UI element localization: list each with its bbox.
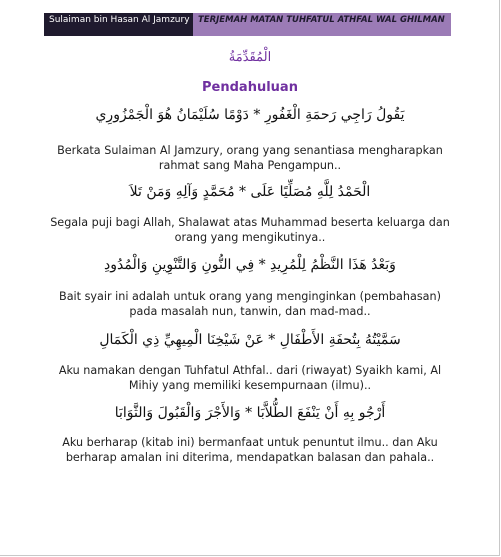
arabic-chapter-title: الْمُقَدِّمَةُ (228, 50, 272, 65)
verse-arabic-3: وَبَعْدُ هَذَا النَّظْمُ لِلْمُرِيدِ * فِي النُّونِ وَالتَّنْوِينِ وَالْمُدُودِ (104, 257, 396, 273)
page-header (44, 13, 451, 36)
verse-translation-5: Aku berharap (kitab ini) bermanfaat untuk penuntut ilmu.. dan Aku berharap amalan ini diterima, mendapatkan balasan dan pahala.. (62, 436, 438, 464)
verse-arabic-1: يَقُولُ رَاجِي رَحمَةِ الْغَفُورِ * دَوْمًا سُلَيْمَانُ هُوَ الْجَمْزُورِي (95, 107, 405, 123)
header-book-title: TERJEMAH MATAN TUHFATUL ATHFAL WAL GHILMAN (193, 13, 451, 36)
verse-translation-1: Berkata Sulaiman Al Jamzury, orang yang senantiasa mengharapkan rahmat sang Maha Pengampun.. (57, 144, 443, 172)
verse-translation-3: Bait syair ini adalah untuk orang yang menginginkan (pembahasan) pada masalah nun, tanwin, dan mad-mad.. (59, 290, 441, 318)
header-author: Sulaiman bin Hasan Al Jamzury (44, 13, 193, 36)
verse-arabic-4: سَمَّيْتُهُ بِتُحفَةِ الأَطْفَالِ * عَنْ شَيْخِنَا الْمِيهِيِّ ذِي الْكَمَالِ (99, 332, 401, 348)
section-heading: Pendahuluan (202, 80, 298, 95)
document-body (44, 48, 456, 465)
verse-translation-4: Aku namakan dengan Tuhfatul Athfal.. dari (riwayat) Syaikh kami, Al Mihiy yang memiliki kesempurnaan (ilmu).. (58, 364, 442, 392)
verse-translation-2: Segala puji bagi Allah, Shalawat atas Muhammad beserta keluarga dan orang yang mengikutinya.. (50, 216, 450, 244)
verse-arabic-5: أَرْجُو بِهِ أَنْ يَنْفَعَ الطُّلاَّبَا * وَالأَجْرَ وَالْقَبُولَ وَالثَّوَابَا (114, 405, 386, 421)
verse-arabic-2: الْحَمْدُ لِلَّهِ مُصَلِّيًا عَلَى * مُحَمَّدٍ وَآلِهِ وَمَنْ تَلاَ (129, 184, 371, 200)
